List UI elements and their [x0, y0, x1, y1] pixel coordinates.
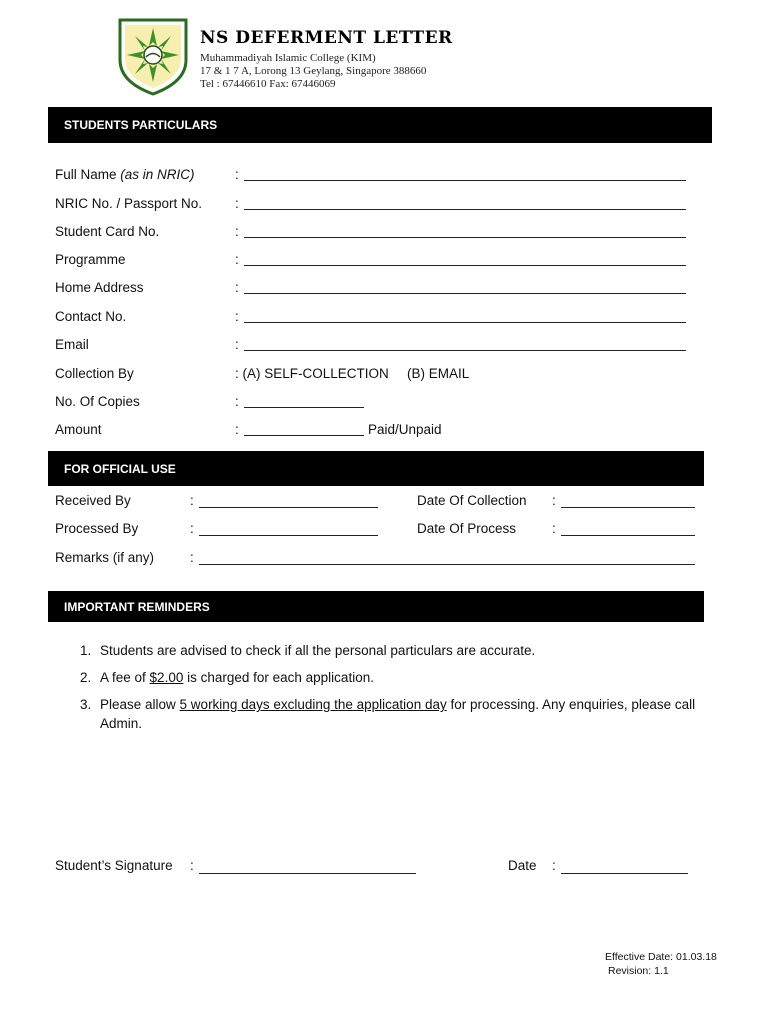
home-address-field[interactable] — [244, 293, 686, 294]
student-card-field[interactable] — [244, 237, 686, 238]
reminder-number: 2. — [80, 670, 92, 685]
reminder-number: 3. — [80, 697, 92, 712]
colon: : — [552, 858, 556, 873]
full-name-field[interactable] — [244, 180, 686, 181]
student-signature-field[interactable] — [199, 873, 416, 874]
amount-label: Amount — [55, 422, 102, 437]
full-name-note: (as in NRIC) — [120, 167, 195, 182]
reminder-2: A fee of $2.00 is charged for each application. — [100, 670, 374, 685]
remarks-field[interactable] — [199, 564, 695, 565]
signature-date-label: Date — [508, 858, 537, 873]
colon: : — [235, 280, 239, 295]
colon: : — [235, 309, 239, 324]
amount-field[interactable] — [244, 435, 364, 436]
paid-status-label: Paid/Unpaid — [368, 422, 442, 437]
date-of-process-label: Date Of Process — [417, 521, 517, 536]
colon: : — [235, 337, 239, 352]
colon: : — [235, 422, 239, 437]
collection-by-label: Collection By — [55, 366, 134, 381]
student-card-label: Student Card No. — [55, 224, 160, 239]
colon: : — [190, 493, 194, 508]
collection-option-email[interactable]: (B) EMAIL — [407, 366, 470, 381]
reminder-3: Please allow 5 working days excluding the application day for processing. Any enquiries, please call — [100, 697, 696, 712]
colon: : — [235, 167, 239, 182]
processed-by-label: Processed By — [55, 521, 139, 536]
effective-date: Effective Date: 01.03.18 — [605, 951, 717, 963]
nric-field[interactable] — [244, 209, 686, 210]
reminder-1: Students are advised to check if all the personal particulars are accurate. — [100, 643, 536, 658]
date-of-collection-label: Date Of Collection — [417, 493, 527, 508]
colon: : — [235, 394, 239, 409]
official-use-header — [48, 451, 704, 486]
reminder-number: 1. — [80, 643, 92, 658]
processed-by-field[interactable] — [199, 535, 378, 536]
document-title: NS DEFERMENT LETTER — [200, 28, 453, 48]
copies-label: No. Of Copies — [55, 394, 140, 409]
student-signature-label: Student’s Signature — [55, 858, 173, 873]
important-reminders-heading: IMPORTANT REMINDERS — [64, 599, 210, 614]
date-of-collection-field[interactable] — [561, 507, 695, 508]
received-by-label: Received By — [55, 493, 131, 508]
college-address: 17 & 1 7 A, Lorong 13 Geylang, Singapore 388660 — [200, 65, 427, 77]
email-label: Email — [55, 337, 89, 352]
home-address-label: Home Address — [55, 280, 144, 295]
fee-amount: $2.00 — [149, 670, 184, 685]
students-particulars-header — [48, 107, 712, 143]
full-name-label: Full Name (as in NRIC) — [55, 167, 195, 182]
nric-label: NRIC No. / Passport No. — [55, 196, 203, 211]
copies-field[interactable] — [244, 407, 364, 408]
colon: : — [235, 196, 239, 211]
email-field[interactable] — [244, 350, 686, 351]
colon: : — [552, 521, 556, 536]
contact-label: Contact No. — [55, 309, 127, 324]
reminder-3-continued: Admin. — [100, 716, 143, 731]
colon: : — [552, 493, 556, 508]
revision: Revision: 1.1 — [608, 965, 669, 977]
colon: : — [190, 858, 194, 873]
colon: : — [235, 252, 239, 267]
processing-time: 5 working days excluding the application day — [179, 697, 447, 712]
contact-field[interactable] — [244, 322, 686, 323]
date-of-process-field[interactable] — [561, 535, 695, 536]
colon: : — [190, 550, 194, 565]
programme-field[interactable] — [244, 265, 686, 266]
colon: : — [235, 224, 239, 239]
collection-option-self[interactable]: : (A) SELF-COLLECTION — [235, 366, 389, 381]
received-by-field[interactable] — [199, 507, 378, 508]
programme-label: Programme — [55, 252, 126, 267]
official-use-heading: FOR OFFICIAL USE — [64, 461, 176, 476]
remarks-label: Remarks (if any) — [55, 550, 155, 565]
important-reminders-header — [48, 591, 704, 622]
students-particulars-heading: STUDENTS PARTICULARS — [64, 118, 218, 132]
college-contact: Tel : 67446610 Fax: 67446069 — [200, 78, 336, 90]
college-name: Muhammadiyah Islamic College (KIM) — [200, 52, 376, 64]
college-logo-icon — [117, 16, 189, 96]
signature-date-field[interactable] — [561, 873, 688, 874]
colon: : — [190, 521, 194, 536]
